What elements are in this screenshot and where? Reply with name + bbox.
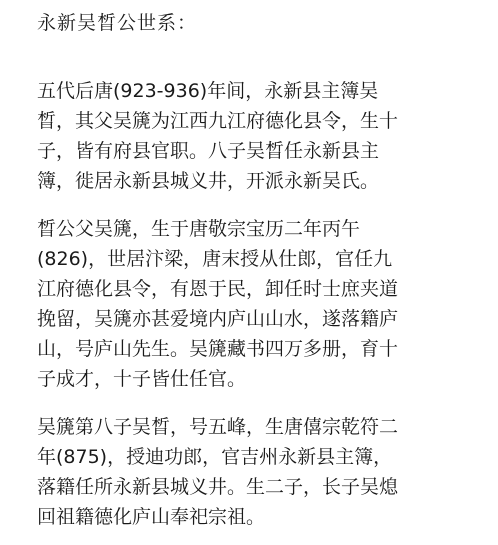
paragraph-line: 晳，其父吴篪为江西九江府德化县令，生十 <box>37 110 399 132</box>
document-title: 永新吴晳公世系： <box>37 12 198 34</box>
paragraph-line: 晳公父吴篪，生于唐敬宗宝历二年丙午 <box>37 218 361 240</box>
paragraph-line: 吴篪第八子吴晳，号五峰，生唐僖宗乾符二 <box>37 416 399 438</box>
paragraph-line: (826)，世居汴梁，唐末授从仕郎，官任九 <box>37 248 393 270</box>
paragraph-line: 江府德化县令，有恩于民，卸任时士庶夹道 <box>37 278 399 300</box>
paragraph-line: 山，号庐山先生。吴篪藏书四万多册，育十 <box>37 338 399 360</box>
paragraph-line: 五代后唐(923-936)年间，永新县主簿吴 <box>37 80 379 102</box>
paragraph-line: 子，皆有府县官职。八子吴晳任永新县主 <box>37 140 380 162</box>
paragraph-line: 回祖籍德化庐山奉祀宗祖。 <box>37 506 266 528</box>
paragraph-line: 子成才，十子皆仕任官。 <box>37 368 247 390</box>
paragraph-line: 落籍任所永新县城义井。生二子，长子吴熄 <box>37 476 399 498</box>
document-body <box>37 10 457 532</box>
paragraph-line: 簿，徙居永新县城义井，开派永新吴氏。 <box>37 170 380 192</box>
paragraph-line: 年(875)，授迪功郎，官吉州永新县主簿， <box>37 446 393 468</box>
paragraph-line: 挽留，吴篪亦甚爱境内庐山山水，遂落籍庐 <box>37 308 399 330</box>
paragraph-3 <box>37 412 457 532</box>
paragraph-2 <box>37 214 457 394</box>
paragraph-1 <box>37 76 457 196</box>
